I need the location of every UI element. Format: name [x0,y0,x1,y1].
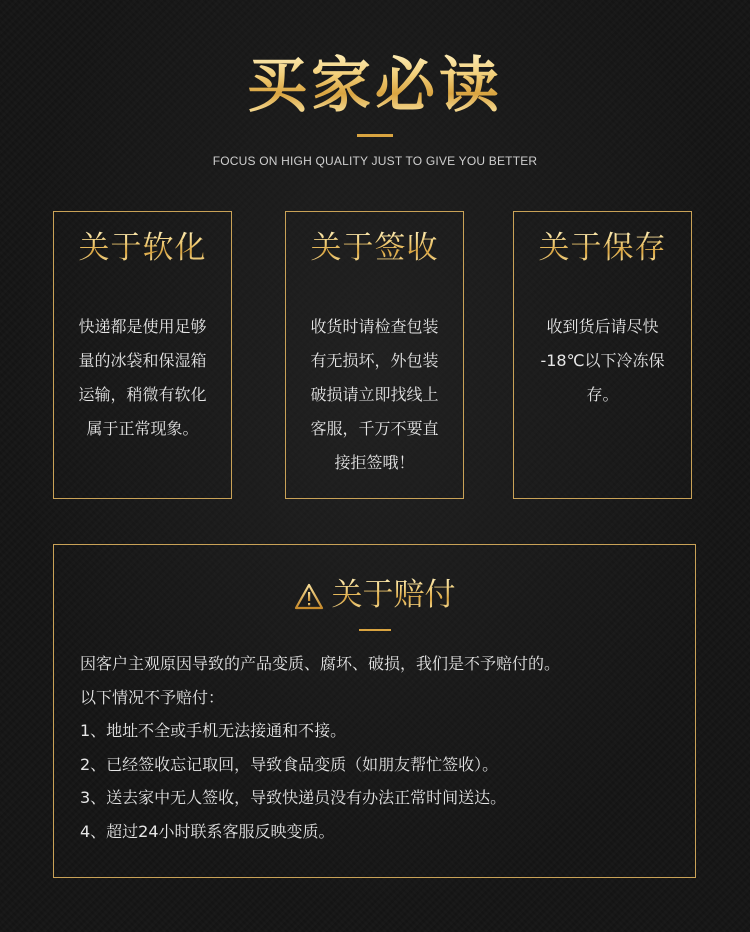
card-line: 运输，稍微有软化 [78,385,207,404]
card-line: 接拒签哦！ [334,453,415,472]
card-softening [53,211,232,499]
compensation-title: 关于赔付 [331,577,456,613]
warning-triangle-icon [294,581,324,609]
card-body [524,310,681,412]
card-title: 关于软化 [54,228,231,268]
compensation-panel [53,544,696,878]
compensation-line: 2、已经签收忘记取回，导致食品变质（如朋友帮忙签收）。 [80,754,499,774]
compensation-line: 3、送去家中无人签收，导致快递员没有办法正常时间送达。 [80,788,507,807]
compensation-line: 因客户主观原因导致的产品变质、腐坏、破损，我们是不予赔付的。 [80,654,561,673]
card-line: 属于正常现象。 [86,419,199,438]
page-title: 买家必读 [0,48,750,124]
compensation-heading [54,575,695,615]
card-title: 关于签收 [286,228,463,268]
compensation-line: 1、地址不全或手机无法接通和不接。 [80,721,347,740]
card-signing [285,211,464,499]
page-subtitle: FOCUS ON HIGH QUALITY JUST TO GIVE YOU BETTER [212,154,538,168]
card-storage [513,211,692,499]
title-divider [357,134,393,137]
card-line: 存。 [586,385,619,404]
compensation-line: 以下情况不予赔付： [80,687,225,707]
compensation-lines [80,647,695,848]
card-line: 量的冰袋和保湿箱 [78,351,207,370]
card-line: 快递都是使用足够 [78,317,207,336]
card-line: 有无损坏，外包装 [310,351,439,370]
card-body [296,310,453,480]
card-line: 收到货后请尽快 [546,317,659,336]
card-title: 关于保存 [514,228,691,268]
card-line: -18℃以下冷冻保 [540,351,665,370]
compensation-line: 4、超过24小时联系客服反映变质。 [80,821,335,841]
card-line: 收货时请检查包装 [310,317,439,336]
card-line: 客服，千万不要直 [310,419,439,438]
card-line: 破损请立即找线上 [310,385,439,404]
compensation-divider [359,629,391,631]
card-body [64,310,221,446]
